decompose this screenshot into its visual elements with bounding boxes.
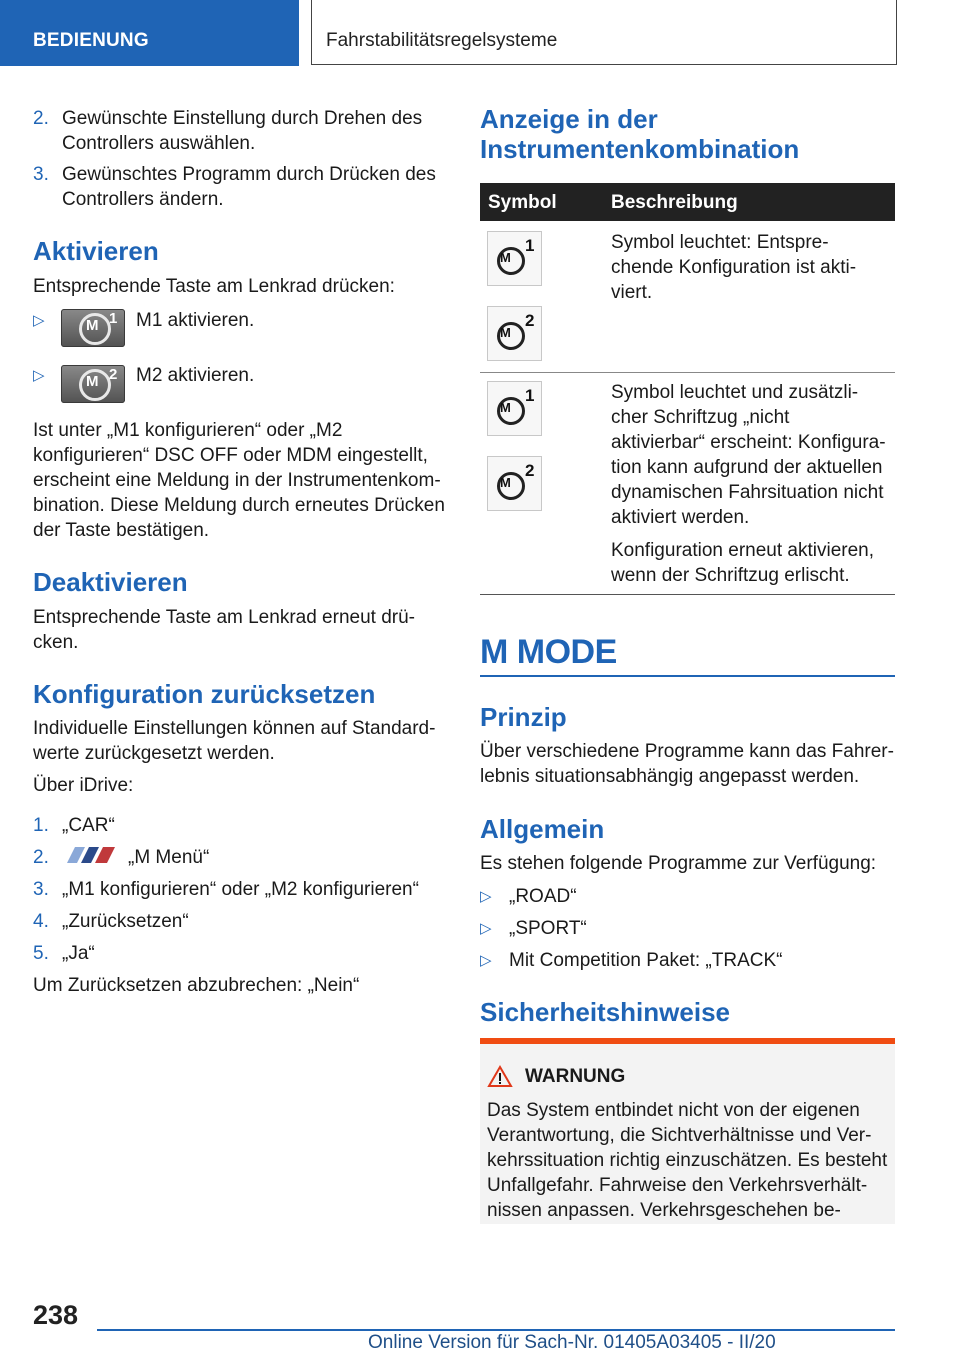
table-cell-desc: wenn der Schriftzug erlischt. — [611, 565, 850, 586]
step-text: „Zurücksetzen“ — [62, 911, 189, 932]
m2-button-icon: M 2 — [61, 365, 125, 403]
warning-line: nissen anpassen. Verkehrsgeschehen be- — [487, 1200, 841, 1221]
step-number: 1. — [33, 815, 49, 836]
reset-text: Individuelle Einstellungen können auf Standard-werte zurückgesetzt werden. — [33, 718, 436, 764]
bullet-triangle-icon: ▷ — [480, 888, 492, 905]
table-cell-desc: tion kann aufgrund der aktuellen — [611, 457, 883, 478]
warning-line: kehrssituation richtig einzuschätzen. Es besteht — [487, 1150, 888, 1171]
warning-line: Das System entbindet nicht von der eigenen — [487, 1100, 860, 1121]
bullet-triangle-icon: ▷ — [480, 920, 492, 937]
bullet-triangle-icon: ▷ — [480, 952, 492, 969]
step-number: 3. — [33, 164, 49, 185]
table-cell-desc: cher Schriftzug „nicht — [611, 407, 790, 428]
warning-line: Verantwortung, die Sichtverhältnisse und Ver- — [487, 1125, 872, 1146]
prinzip-text: Über verschiedene Programme kann das Fahrer-lebnis situationsabhängig angepasst werden. — [480, 741, 894, 787]
heading-safety: Sicherheitshinweise — [480, 997, 730, 1027]
heading-allgemein: Allgemein — [480, 814, 605, 844]
heading-reset: Konfiguration zurücksetzen — [33, 679, 376, 709]
table-cell-desc: viert. — [611, 282, 653, 303]
display-heading-line2: Instrumentenkombination — [480, 134, 800, 164]
table-bottom-line — [480, 594, 895, 595]
m2-activate-text: M2 aktivieren. — [136, 365, 255, 386]
table-cell-desc: Konfiguration erneut aktivieren, — [611, 540, 874, 561]
footer-text: Online Version für Sach-Nr. 01405A03405 - II/20 — [368, 1332, 776, 1353]
m1-symbol-icon: M 1 — [487, 231, 542, 286]
footer-line — [97, 1329, 895, 1331]
m1-activate-text: M1 aktivieren. — [136, 310, 255, 331]
bullet-triangle-icon: ▷ — [33, 367, 45, 384]
m1-symbol-icon: M 1 — [487, 381, 542, 436]
table-divider — [480, 372, 895, 373]
heading-aktivieren: Aktivieren — [33, 236, 159, 266]
warning-line: Unfallgefahr. Fahrweise den Verkehrsverhält- — [487, 1175, 868, 1196]
display-heading-line1: Anzeige in der — [480, 104, 658, 134]
program-item: Mit Competition Paket: „TRACK“ — [509, 950, 783, 971]
col-symbol: Symbol — [488, 192, 557, 213]
step-text: „CAR“ — [62, 815, 115, 836]
table-header — [480, 183, 895, 221]
reset-cancel: Um Zurücksetzen abzubrechen: „Nein“ — [33, 975, 360, 996]
heading-deaktivieren: Deaktivieren — [33, 567, 188, 597]
step-text: „Ja“ — [62, 943, 95, 964]
table-cell-desc: Symbol leuchtet: Entspre- — [611, 232, 829, 253]
page-number: 238 — [33, 1300, 79, 1330]
table-cell-desc: chende Konfiguration ist akti- — [611, 257, 857, 278]
step-text: „M1 konfigurieren“ oder „M2 konfigurieren“ — [62, 879, 419, 900]
allgemein-intro: Es stehen folgende Programme zur Verfügung: — [480, 853, 877, 874]
step-text: Gewünschtes Programm durch Drücken des Controllers ändern. — [62, 164, 436, 210]
col-description: Beschreibung — [611, 192, 738, 213]
aktivieren-note: Ist unter „M1 konfigurieren“ oder „M2 konfigurieren“ DSC OFF oder MDM eingestellt, erscheint eine Meldung in der Instrumentenkom-bination. Diese Meldung durch erneutes Drücken der Taste bestätigen. — [33, 420, 445, 541]
warning-triangle-icon — [487, 1065, 513, 1088]
step-text: Gewünschte Einstellung durch Drehen des Controllers auswählen. — [62, 108, 423, 154]
step-number: 4. — [33, 911, 49, 932]
aktivieren-intro: Entsprechende Taste am Lenkrad drücken: — [33, 276, 395, 297]
heading-m-mode: M MODE — [480, 633, 617, 671]
chapter-title: Fahrstabilitätsregelsysteme — [326, 30, 558, 51]
step-text: „M Menü“ — [128, 847, 210, 868]
m2-symbol-icon: M 2 — [487, 456, 542, 511]
section-tab — [0, 0, 299, 66]
step-number: 3. — [33, 879, 49, 900]
m2-symbol-icon: M 2 — [487, 306, 542, 361]
bullet-triangle-icon: ▷ — [33, 312, 45, 329]
step-number: 2. — [33, 847, 49, 868]
m-stripes-icon — [63, 845, 119, 865]
m1-button-icon: M 1 — [61, 309, 125, 347]
program-item: „SPORT“ — [509, 918, 587, 939]
heading-prinzip: Prinzip — [480, 702, 567, 732]
table-cell-desc: aktivierbar“ erscheint: Konfigura- — [611, 432, 886, 453]
deaktivieren-text: Entsprechende Taste am Lenkrad erneut drü-cken. — [33, 607, 415, 653]
heading-underline — [480, 675, 895, 677]
step-number: 2. — [33, 108, 49, 129]
table-cell-desc: aktiviert werden. — [611, 507, 750, 528]
step-number: 5. — [33, 943, 49, 964]
section-title: BEDIENUNG — [33, 30, 149, 51]
program-item: „ROAD“ — [509, 886, 577, 907]
chapter-tab — [311, 0, 897, 65]
warning-title: WARNUNG — [525, 1066, 626, 1087]
table-cell-desc: dynamischen Fahrsituation nicht — [611, 482, 884, 503]
table-cell-desc: Symbol leuchtet und zusätzli- — [611, 382, 859, 403]
reset-via: Über iDrive: — [33, 775, 134, 796]
